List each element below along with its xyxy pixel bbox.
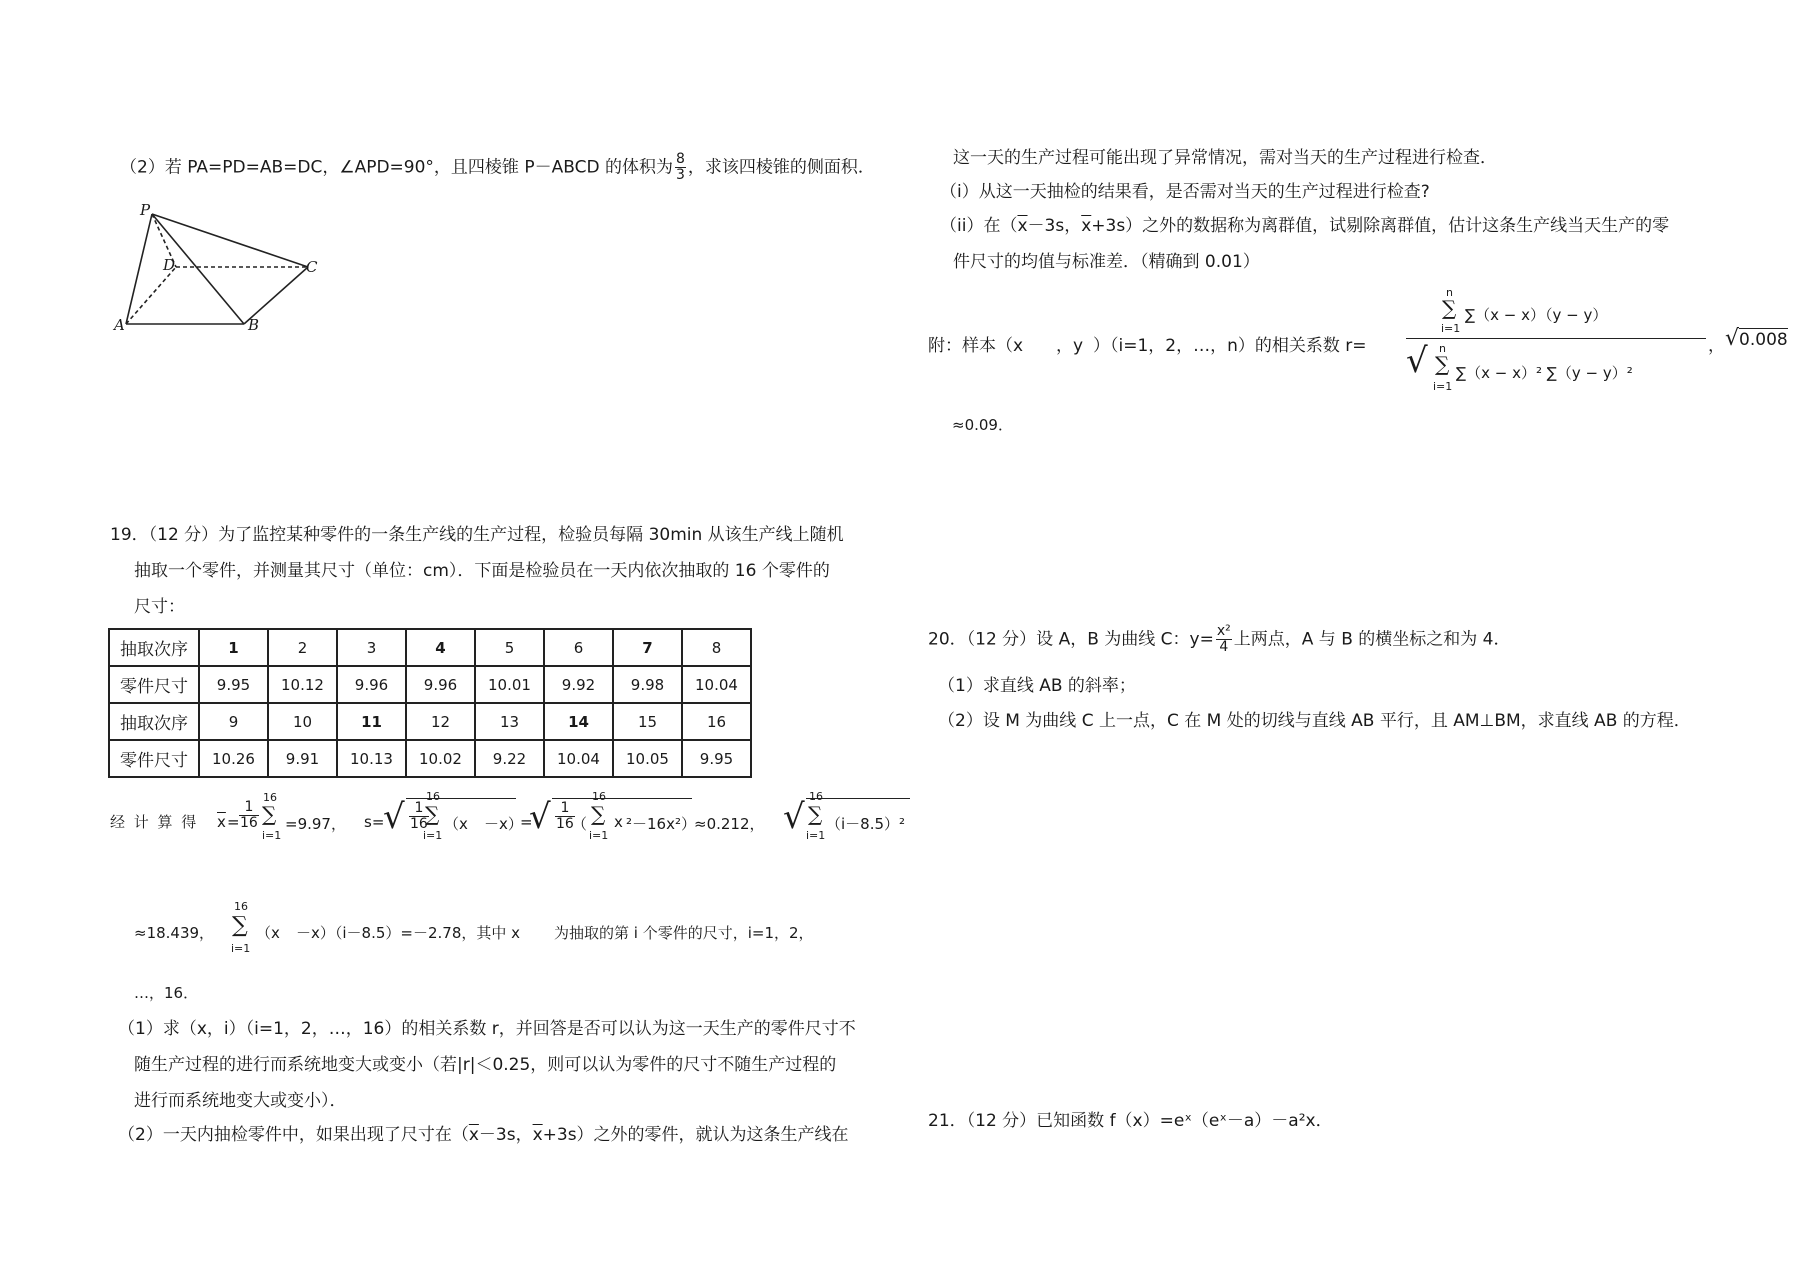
sub-ii-c: －3s，	[1027, 216, 1082, 236]
table-cell: 7	[613, 629, 682, 666]
volume-fraction: $\frac{8}{3}$	[675, 151, 685, 183]
q21-line: 21．（12 分）已知函数 f（x）=eˣ（eˣ－a）－a²x．	[928, 1111, 1333, 1131]
s2-x: x	[614, 813, 623, 831]
table-cell: 9.92	[544, 666, 613, 703]
s2-tail: ²－16x²）	[626, 815, 696, 833]
xbar-eq: =	[227, 813, 240, 831]
table-cell: 9	[199, 703, 268, 740]
part1-a: （1）求（x	[118, 1019, 207, 1039]
label-d: D	[163, 256, 176, 274]
appendix-i1-bot: i=1	[1433, 380, 1453, 393]
table-cell: 4	[406, 629, 475, 666]
line-dots: …，16．	[134, 984, 199, 1002]
appendix-a: 附：样本（x	[928, 336, 1024, 356]
table-cell: 11	[337, 703, 406, 740]
table-cell: 15	[613, 703, 682, 740]
q20-line	[928, 624, 1511, 655]
q19-part1-line-3: 进行而系统地变大或变小）．	[134, 1091, 347, 1111]
table-cell: 5	[475, 629, 544, 666]
table-cell: 10.12	[268, 666, 337, 703]
q19-part1-line-1	[118, 1014, 856, 1039]
calc-fraction-2: $\frac{1}{16}$	[410, 800, 428, 832]
q19-line-1: 19．（12 分）为了监控某种零件的一条生产线的生产过程，检验员每隔 30min 从该生产线上随机	[110, 525, 844, 545]
sub-ii-xbar: $\overline{x}$	[1017, 216, 1028, 236]
sum-bot-4: i=1	[806, 829, 826, 842]
table-cell: 10.04	[682, 666, 751, 703]
table-cell: 9.95	[682, 740, 751, 777]
appendix-b: ，y	[1056, 336, 1084, 356]
part2-a: （2）一天内抽检零件中，如果出现了尺寸在（	[118, 1125, 469, 1145]
sqrt-icon: √	[529, 797, 551, 837]
part2-e: +3s）之外的零件，就认为这条生产线在	[542, 1125, 849, 1145]
sum-top-3: 16	[592, 790, 606, 803]
s-body-b: －x）	[484, 815, 523, 833]
s3-body: （i－8.5）²	[826, 815, 906, 833]
q19-part2-line-1	[118, 1120, 849, 1145]
label-p: P	[140, 201, 151, 219]
pyramid-figure	[105, 198, 335, 338]
sub-ii-e: +3s）之外的数据称为离群值，试剔除离群值，估计这条生产线当天生产的零	[1091, 216, 1670, 236]
sub-ii-xbar: $\overline{x}$	[1081, 216, 1092, 236]
s-body-a: （x	[444, 815, 468, 833]
calc-prefix: 经 计 算 得	[110, 813, 199, 831]
q19-line-2: 抽取一个零件，并测量其尺寸（单位：cm）．下面是检验员在一天内依次抽取的 16 个零件的	[134, 561, 830, 581]
label-b: B	[248, 316, 260, 334]
line-sum-body-2: －x）（i－8.5）=－2.78，其中 x	[296, 924, 521, 942]
sqrt-icon: √	[1725, 326, 1740, 351]
q19-sub-i: （i）从这一天抽检的结果看，是否需对当天的生产过程进行检查?	[940, 182, 1430, 202]
sigma-icon: ∑	[232, 913, 248, 938]
sum-top-2: 16	[426, 790, 440, 803]
q19-part1-line-2: 随生产过程的进行而系统地变大或变小（若|r|＜0.25，则可以认为零件的尺寸不随生产过程的	[134, 1055, 837, 1075]
table-cell: 12	[406, 703, 475, 740]
sigma-icon: ∑	[1435, 352, 1450, 376]
sum-top-1: 16	[263, 791, 277, 804]
s-mid-eq: =	[520, 813, 533, 831]
approx-009: ≈0.09．	[952, 416, 1013, 434]
table-cell: 8	[682, 629, 751, 666]
sqrt-icon: √	[783, 797, 805, 837]
table-cell: 9.96	[337, 666, 406, 703]
table-row	[109, 703, 751, 740]
row-header: 零件尺寸	[109, 666, 199, 703]
table-cell: 9.91	[268, 740, 337, 777]
table-cell: 9.95	[199, 666, 268, 703]
xbar-value: =9.97，	[285, 815, 346, 833]
sum-bot-1: i=1	[262, 829, 282, 842]
s2-open: （	[572, 815, 588, 833]
line-sum-body-3: 为抽取的第 i 个零件的尺寸，i=1，2，	[554, 924, 814, 942]
table-cell: 1	[199, 629, 268, 666]
q19-continuation: 这一天的生产过程可能出现了异常情况，需对当天的生产过程进行检查．	[953, 148, 1497, 168]
curve-fraction: $\frac{\text{x²}}{4}$	[1216, 623, 1231, 655]
sigma-icon: ∑	[808, 802, 823, 826]
sum-top-5: 16	[234, 900, 248, 913]
part2-xbar: $\overline{x}$	[468, 1125, 479, 1145]
sum-bot-5: i=1	[231, 942, 251, 955]
table-row	[109, 666, 751, 703]
sigma-icon: ∑	[262, 802, 277, 826]
table-cell: 10	[268, 703, 337, 740]
table-cell: 10.26	[199, 740, 268, 777]
table-row	[109, 740, 751, 777]
sqrt-value: 0.008	[1739, 330, 1788, 350]
appendix-c: ）（i=1，2，…，n）的相关系数 r=	[1093, 336, 1367, 356]
table-cell: 16	[682, 703, 751, 740]
sqrt-0008	[1725, 326, 1788, 351]
q18-part2	[120, 152, 875, 183]
table-cell: 13	[475, 703, 544, 740]
row-header: 零件尺寸	[109, 740, 199, 777]
part2-xbar: $\overline{x}$	[532, 1125, 543, 1145]
q20-part-1: （1）求直线 AB 的斜率；	[938, 676, 1136, 696]
approx-18439: ≈18.439，	[134, 924, 215, 942]
sigma-icon: ∑	[1442, 296, 1457, 320]
sqrt-icon: √	[1406, 341, 1428, 381]
appendix-n-bot: n	[1439, 342, 1446, 355]
row-header: 抽取次序	[109, 703, 199, 740]
row-header: 抽取次序	[109, 629, 199, 666]
q19-sub-ii-line-2: 件尺寸的均值与标准差．（精确到 0.01）	[953, 252, 1260, 272]
sigma-icon: ∑	[425, 802, 440, 826]
q18-text-b: ，求该四棱锥的侧面积．	[687, 157, 875, 178]
table-cell: 6	[544, 629, 613, 666]
table-row	[109, 629, 751, 666]
sqrt-icon: √	[383, 797, 405, 837]
part2-c: －3s，	[478, 1125, 533, 1145]
appendix-n-top: n	[1446, 286, 1453, 299]
table-cell: 10.13	[337, 740, 406, 777]
sum-bot-3: i=1	[589, 829, 609, 842]
calc-fraction-3: $\frac{1}{16}$	[556, 800, 574, 832]
line-sum-body: （x	[256, 924, 280, 942]
calc-fraction-1: $\frac{1}{16}$	[240, 799, 258, 831]
sum-top-4: 16	[809, 790, 823, 803]
sum-bot-2: i=1	[423, 829, 443, 842]
sigma-icon: ∑	[591, 802, 606, 826]
calc-s: s=	[364, 813, 385, 831]
fraction-bar	[1406, 338, 1706, 339]
appendix-i1-top: i=1	[1441, 322, 1461, 335]
label-a: A	[114, 316, 125, 334]
table-cell: 9.98	[613, 666, 682, 703]
sub-ii-a: （ii）在（	[940, 216, 1018, 236]
q18-text-a: （2）若 PA=PD=AB=DC，∠APD=90°，且四棱锥 P－ABCD 的体积为	[120, 157, 673, 178]
table-cell: 9.22	[475, 740, 544, 777]
part-size-table	[108, 628, 752, 778]
q19-sub-ii	[940, 211, 1669, 236]
part1-b: ，i）（i=1，2，…，16）的相关系数 r，并回答是否可以认为这一天生产的零件尺寸不	[206, 1019, 856, 1039]
q20-part-2: （2）设 M 为曲线 C 上一点，C 在 M 处的切线与直线 AB 平行，且 AM⊥BM，求直线 AB 的方程．	[938, 711, 1691, 731]
appendix-comma: ，	[1708, 336, 1725, 356]
appendix-numerator: ∑（x − x）（y − y）	[1465, 306, 1608, 324]
table-cell: 10.05	[613, 740, 682, 777]
label-c: C	[306, 258, 318, 276]
appendix-denominator: ∑（x − x）² ∑（y − y）²	[1456, 364, 1633, 382]
table-cell: 10.04	[544, 740, 613, 777]
q20-a: 20．（12 分）设 A，B 为曲线 C：y=	[928, 629, 1214, 650]
table-cell: 3	[337, 629, 406, 666]
table-cell: 14	[544, 703, 613, 740]
table-cell: 10.01	[475, 666, 544, 703]
table-cell: 2	[268, 629, 337, 666]
table-cell: 9.96	[406, 666, 475, 703]
q20-b: 上两点，A 与 B 的横坐标之和为 4．	[1233, 629, 1511, 650]
xbar-symbol: $\overline{x}$	[217, 813, 226, 831]
table-cell: 10.02	[406, 740, 475, 777]
s-approx: ≈0.212，	[694, 815, 765, 833]
q19-line-3: 尺寸：	[134, 597, 185, 617]
appendix-formula	[928, 286, 1725, 398]
